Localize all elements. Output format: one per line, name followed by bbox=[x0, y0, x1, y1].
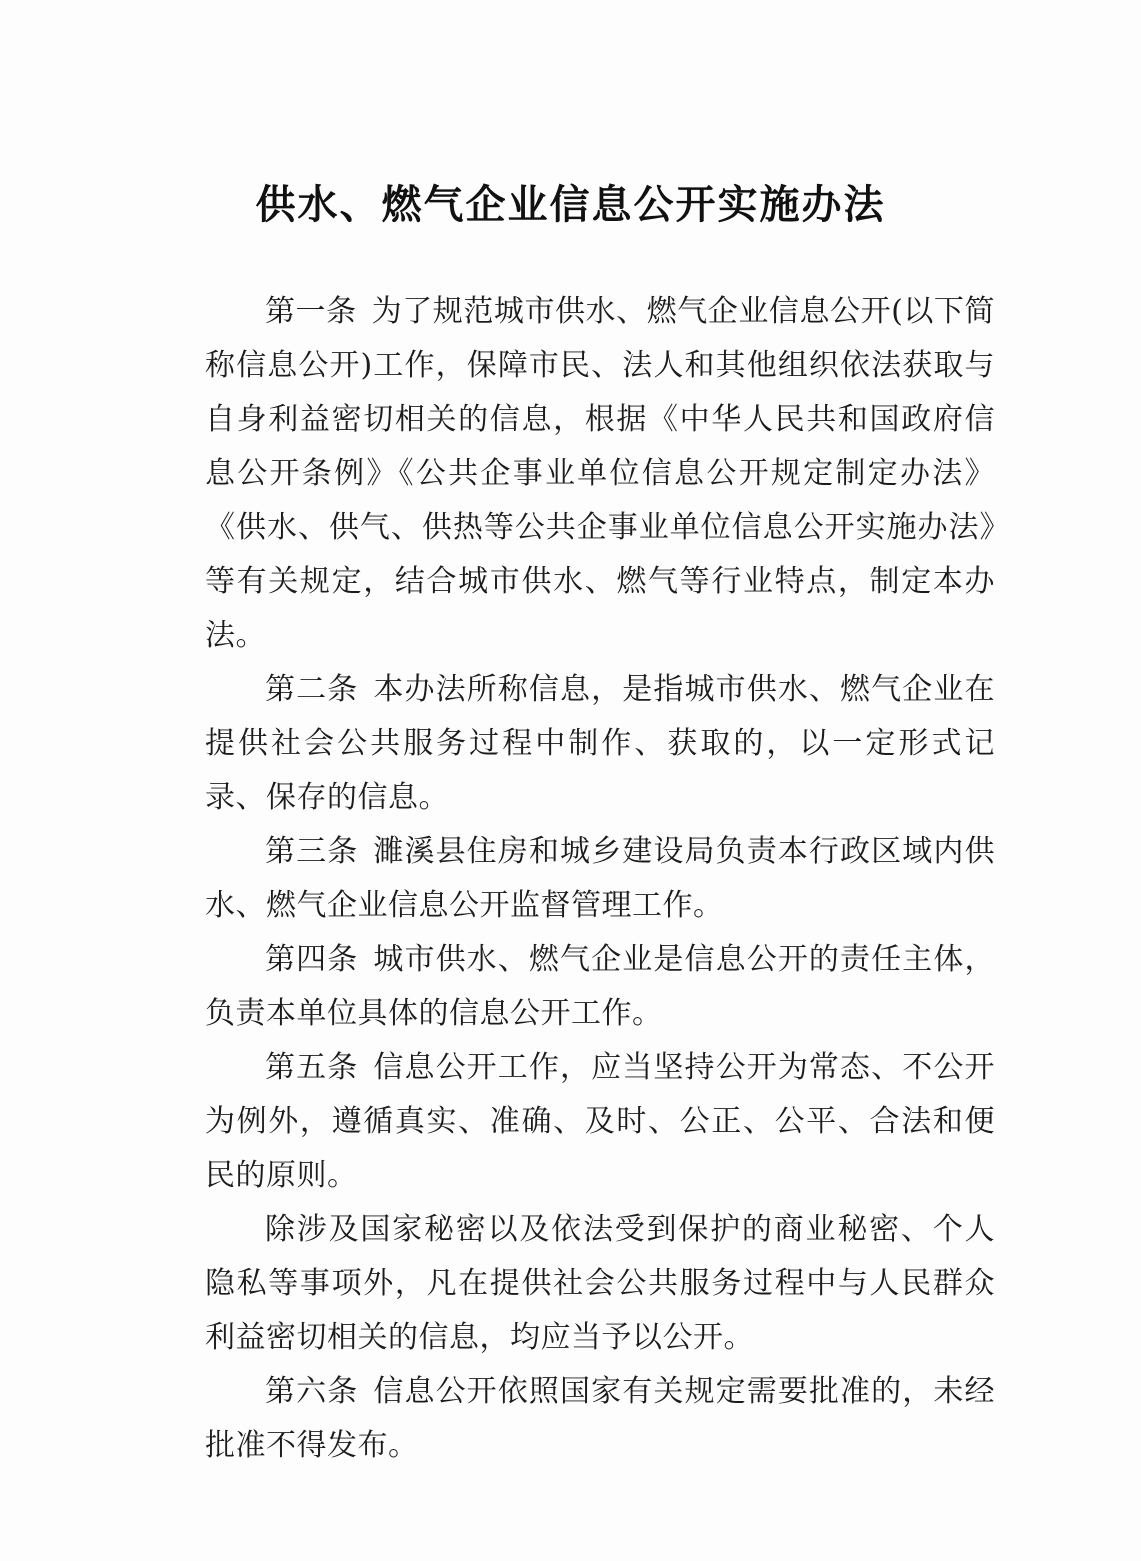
article-label: 第一条 bbox=[265, 294, 357, 329]
article-text: 信息公开依照国家有关规定需要批准的，未经批准不得发布。 bbox=[205, 1374, 996, 1463]
article-text: 濉溪县住房和城乡建设局负责本行政区域内供水、燃气企业信息公开监督管理工作。 bbox=[205, 834, 996, 923]
article-2 bbox=[205, 663, 995, 825]
article-3 bbox=[205, 825, 995, 933]
article-1 bbox=[205, 285, 995, 663]
article-text: 除涉及国家秘密以及依法受到保护的商业秘密、个人隐私等事项外，凡在提供社会公共服务过程中与人民群众利益密切相关的信息，均应当予以公开。 bbox=[205, 1212, 995, 1355]
article-text: 信息公开工作，应当坚持公开为常态、不公开为例外，遵循真实、准确、及时、公正、公平、合法和便民的原则。 bbox=[205, 1050, 996, 1193]
article-text: 为了规范城市供水、燃气企业信息公开(以下简称信息公开)工作，保障市民、法人和其他组织依法获取与自身利益密切相关的信息，根据《中华人民共和国政府信息公开条例》《公共企事业单位信息公开规定制定办法》《供水、供气、供热等公共企事业单位信息公开实施办法》等有关规定，结合城市供水、燃气等行业特点，制定本办法。 bbox=[205, 294, 995, 653]
article-text: 城市供水、燃气企业是信息公开的责任主体，负责本单位具体的信息公开工作。 bbox=[205, 942, 996, 1031]
article-5-paragraph-2 bbox=[205, 1203, 995, 1365]
article-label: 第三条 bbox=[265, 834, 359, 869]
document-title: 供水、燃气企业信息公开实施办法 bbox=[255, 182, 886, 228]
article-4 bbox=[205, 933, 995, 1041]
article-label: 第二条 bbox=[265, 672, 359, 707]
article-label: 第五条 bbox=[265, 1050, 359, 1085]
article-label: 第四条 bbox=[265, 942, 359, 977]
document-body bbox=[205, 285, 995, 1473]
article-6 bbox=[205, 1365, 995, 1473]
article-text: 本办法所称信息，是指城市供水、燃气企业在提供社会公共服务过程中制作、获取的，以一定形式记录、保存的信息。 bbox=[205, 672, 996, 815]
article-label: 第六条 bbox=[265, 1374, 359, 1409]
article-5 bbox=[205, 1041, 995, 1203]
